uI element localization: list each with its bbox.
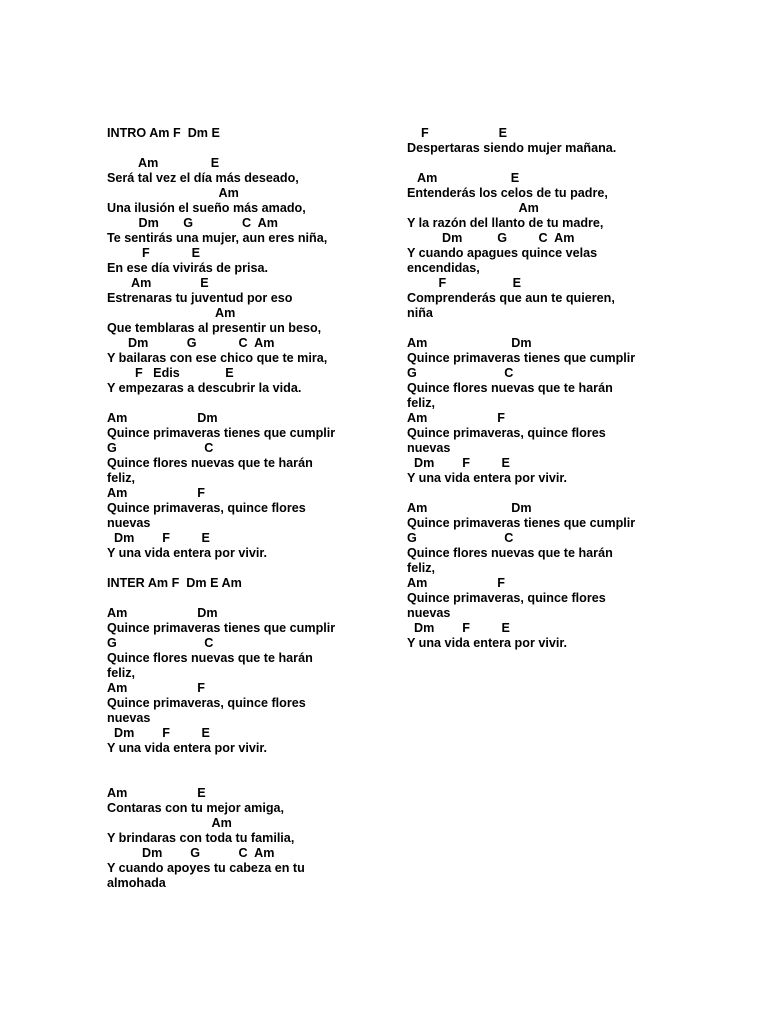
chord-line: Dm F E — [407, 456, 510, 470]
chord-line: Am E — [407, 171, 520, 185]
lyric-line: INTER Am F Dm E Am — [107, 576, 242, 590]
lyric-line: Comprenderás que aun te quieren, — [407, 291, 615, 305]
lyric-line: Y brindaras con toda tu familia, — [107, 831, 295, 845]
chord-line: G C — [107, 636, 214, 650]
lyric-line: Y bailaras con ese chico que te mira, — [107, 351, 328, 365]
lyric-line: nuevas — [407, 606, 451, 620]
chord-line: Dm F E — [107, 726, 210, 740]
chord-line: F E — [107, 246, 201, 260]
chord-line: Am Dm — [107, 606, 218, 620]
chord-line: Am — [107, 306, 236, 320]
lyric-line: feliz, — [107, 471, 135, 485]
chord-line: F Edis E — [107, 366, 234, 380]
lyric-line: Entenderás los celos de tu padre, — [407, 186, 608, 200]
chord-line: Am E — [107, 276, 209, 290]
chord-line: Am — [107, 186, 239, 200]
lyric-line: Te sentirás una mujer, aun eres niña, — [107, 231, 328, 245]
chord-line: Am — [407, 201, 539, 215]
chord-line: F E — [407, 126, 508, 140]
lyric-line: Una ilusión el sueño más amado, — [107, 201, 306, 215]
lyric-line: almohada — [107, 876, 166, 890]
chord-line: Am Dm — [107, 411, 218, 425]
lyric-line: nuevas — [407, 441, 451, 455]
lyric-line: feliz, — [107, 666, 135, 680]
chord-line: Am — [107, 816, 232, 830]
blank-line — [407, 156, 707, 171]
lyric-line: Quince primaveras tienes que cumplir — [107, 426, 336, 440]
lyric-line: Quince primaveras, quince flores — [107, 501, 306, 515]
lyric-line: Contaras con tu mejor amiga, — [107, 801, 285, 815]
chord-line: Am F — [407, 411, 505, 425]
lyric-line: Quince primaveras tienes que cumplir — [407, 516, 636, 530]
chord-line: Am E — [107, 786, 206, 800]
blank-line — [107, 756, 397, 771]
lyrics-left-column — [107, 126, 397, 891]
lyric-line: Quince flores nuevas que te harán — [107, 456, 313, 470]
chord-line: Dm G C Am — [107, 336, 275, 350]
lyric-line: Quince flores nuevas que te harán — [107, 651, 313, 665]
chord-line: Am F — [107, 486, 205, 500]
blank-line — [407, 486, 707, 501]
lyric-line: Y una vida entera por vivir. — [407, 471, 568, 485]
lyric-line: Y cuando apagues quince velas — [407, 246, 598, 260]
lyric-line: Quince flores nuevas que te harán — [407, 546, 613, 560]
chord-line: G C — [407, 366, 514, 380]
lyric-line: feliz, — [407, 396, 435, 410]
blank-line — [107, 771, 397, 786]
blank-line — [107, 591, 397, 606]
lyric-line: feliz, — [407, 561, 435, 575]
lyric-line: INTRO Am F Dm E — [107, 126, 220, 140]
lyric-line: Quince primaveras, quince flores — [107, 696, 306, 710]
chord-line: F E — [407, 276, 522, 290]
blank-line — [107, 396, 397, 411]
chord-line: Am Dm — [407, 501, 532, 515]
lyric-line: Y una vida entera por vivir. — [107, 741, 268, 755]
lyric-line: nuevas — [107, 516, 151, 530]
lyric-line: Quince flores nuevas que te harán — [407, 381, 613, 395]
lyric-line: Despertaras siendo mujer mañana. — [407, 141, 617, 155]
lyric-line: Y una vida entera por vivir. — [407, 636, 568, 650]
chord-line: Dm G C Am — [107, 216, 278, 230]
lyric-line: Y la razón del llanto de tu madre, — [407, 216, 604, 230]
chord-line: Dm F E — [107, 531, 210, 545]
chord-line: Dm G C Am — [107, 846, 275, 860]
blank-line — [407, 321, 707, 336]
blank-line — [107, 141, 397, 156]
lyric-line: Estrenaras tu juventud por eso — [107, 291, 293, 305]
lyric-line: Que temblaras al presentir un beso, — [107, 321, 322, 335]
lyric-line: Y cuando apoyes tu cabeza en tu — [107, 861, 305, 875]
lyrics-right-column — [407, 126, 707, 651]
blank-line — [107, 561, 397, 576]
chord-line: G C — [107, 441, 214, 455]
chord-line: Am F — [407, 576, 505, 590]
chord-line: G C — [407, 531, 514, 545]
lyric-line: Quince primaveras, quince flores — [407, 426, 606, 440]
lyric-line: En ese día vivirás de prisa. — [107, 261, 269, 275]
chord-line: Am F — [107, 681, 205, 695]
lyric-line: Quince primaveras tienes que cumplir — [107, 621, 336, 635]
lyric-line: Y una vida entera por vivir. — [107, 546, 268, 560]
chord-line: Am Dm — [407, 336, 532, 350]
chord-line: Dm F E — [407, 621, 510, 635]
chord-line: Dm G C Am — [407, 231, 575, 245]
lyric-line: Quince primaveras, quince flores — [407, 591, 606, 605]
lyric-line: Quince primaveras tienes que cumplir — [407, 351, 636, 365]
lyric-line: Y empezaras a descubrir la vida. — [107, 381, 302, 395]
lyric-line: encendidas, — [407, 261, 480, 275]
chord-line: Am E — [107, 156, 220, 170]
lyric-line: niña — [407, 306, 433, 320]
lyric-line: Será tal vez el día más deseado, — [107, 171, 299, 185]
lyric-line: nuevas — [107, 711, 151, 725]
